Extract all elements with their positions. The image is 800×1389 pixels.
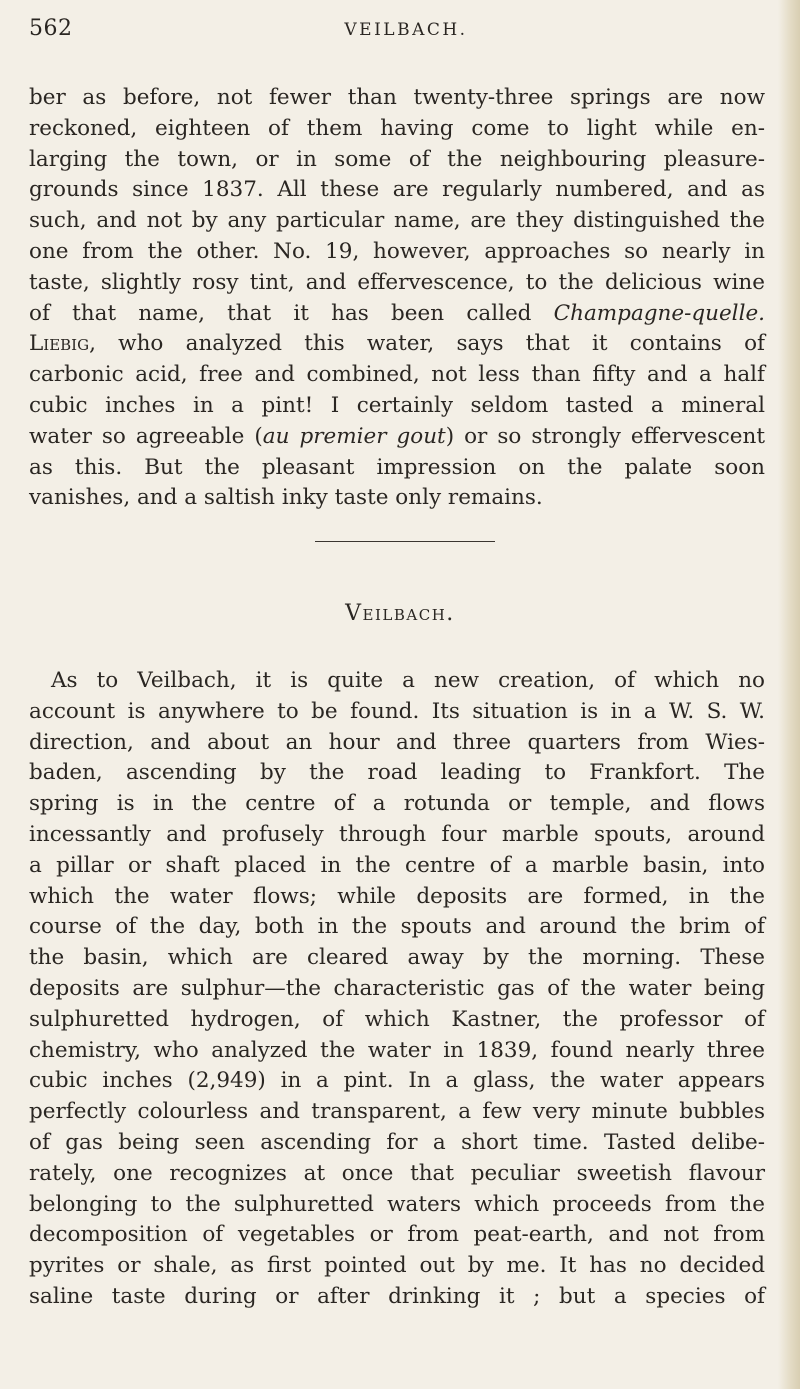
italic-phrase-au-premier-gout: au premier gout [262,423,446,449]
page-header [0,16,800,56]
text-run: of that name, that it has been called [29,300,554,326]
text-line: rately, one recognizes at once that peculiar sweetish flavour [29,1160,765,1186]
text-line [29,299,765,330]
text-line: cubic inches (2,949) in a pint. In a glass, the water appears [29,1068,765,1094]
running-head: VEILBACH. [344,20,468,40]
section-heading: Veilbach. [345,601,455,626]
text-line [29,422,765,453]
text-line: As to Veilbach, it is quite a new creation, of which no [51,668,765,693]
text-line: grounds since 1837. All these are regularly numbered, and as [29,177,765,203]
page-number: 562 [29,16,73,41]
text-line: ber as before, not fewer than twenty-three springs are now [29,85,765,110]
text-line: taste, slightly rosy tint, and effervescence, to the delicious wine [29,269,765,295]
text-line: perfectly colourless and transparent, a few very minute bubbles [29,1099,765,1125]
text-line: a pillar or shaft placed in the centre of a marble basin, into [29,852,765,878]
text-line: of gas being seen ascending for a short time. Tasted delibe- [29,1129,765,1155]
text-line: larging the town, or in some of the neighbouring pleasure- [29,146,765,172]
text-line: such, and not by any particular name, are they distinguished the [29,208,765,234]
author-name-liebig: Liebig, [29,331,96,357]
text-line: the basin, which are cleared away by the morning. These [29,945,765,971]
text-run: who analyzed this water, says that it contains of [95,331,765,357]
text-line: pyrites or shale, as first pointed out by me. It has no decided [29,1253,765,1279]
text-line: baden, ascending by the road leading to Frankfort. The [29,760,765,786]
text-line [29,329,765,360]
text-line: as this. But the pleasant impression on the palate soon [29,454,765,480]
text-line: deposits are sulphur—the characteristic gas of the water being [29,975,765,1001]
text-line: reckoned, eighteen of them having come to light while en- [29,115,765,141]
italic-term-champagne-quelle: Champagne-quelle. [553,300,765,326]
text-line: decomposition of vegetables or from peat-earth, and not from [29,1222,765,1248]
text-line: account is anywhere to be found. Its situation is in a W. S. W. [29,698,765,724]
text-line: incessantly and profusely through four marble spouts, around [29,821,765,847]
paragraph-2 [29,666,765,1313]
text-line: which the water flows; while deposits are formed, in the [29,883,765,909]
text-run: ) or so strongly effervescent [445,423,766,449]
text-line: spring is in the centre of a rotunda or temple, and flows [29,791,765,817]
text-line: chemistry, who analyzed the water in 1839, found nearly three [29,1037,765,1063]
text-line: belonging to the sulphuretted waters which proceeds from the [29,1191,765,1217]
text-line: direction, and about an hour and three quarters from Wies- [29,729,765,755]
text-line: one from the other. No. 19, however, approaches so nearly in [29,238,765,264]
text-line: course of the day, both in the spouts and around the brim of [29,914,765,940]
section-divider [315,541,495,542]
paragraph-1 [29,83,765,514]
text-line: cubic inches in a pint! I certainly seldom tasted a mineral [29,392,765,418]
text-run: water so agreeable ( [29,423,263,449]
page-edge-shadow [778,0,800,1389]
text-line: saline taste during or after drinking it ; but a species of [29,1283,765,1309]
text-line: sulphuretted hydrogen, of which Kastner, the professor of [29,1006,765,1032]
text-line: vanishes, and a saltish inky taste only remains. [29,485,543,511]
text-line: carbonic acid, free and combined, not less than fifty and a half [29,362,765,388]
